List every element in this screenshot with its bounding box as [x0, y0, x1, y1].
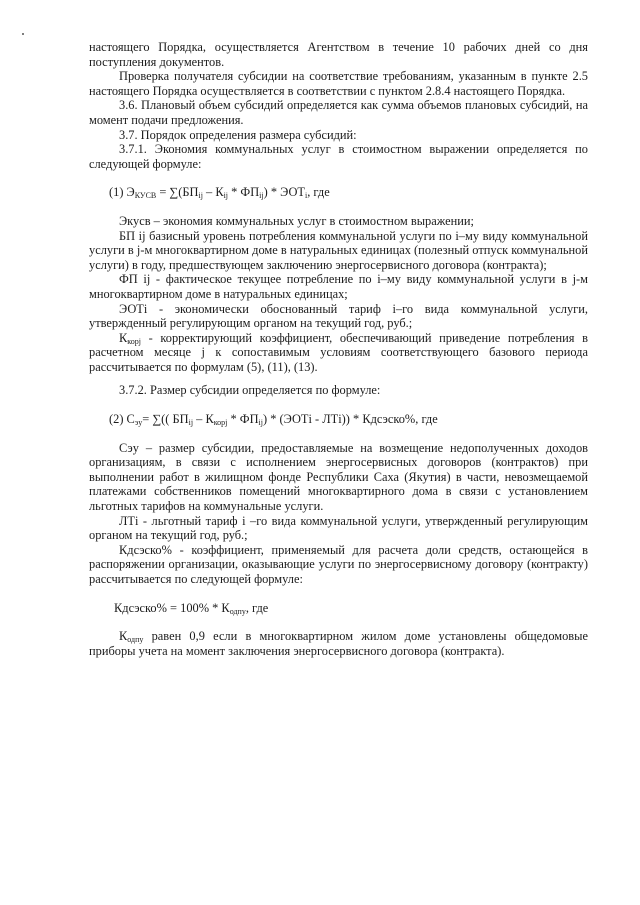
document-body — [89, 40, 588, 658]
paragraph-3-7: 3.7. Порядок определения размера субсидий: — [119, 127, 357, 142]
definition-fp: ФП ij - фактическое текущее потребление по i–му виду коммунальной услуги в j-м многоквартирном доме в натуральных единицах; — [89, 272, 588, 301]
definition-kodpu: $К_{одпу}$ равен 0,9 если в многоквартирном жилом доме установлены общедомовые приборы учета на момент заключения энергосервисного договора (контракта). — [89, 629, 588, 658]
formula-1: (1) $Э_{КУСВ} = \sum(БП_{ij} - К_{ij} * ФП_{ij}) * ЭОТ_i$, где — [109, 185, 330, 201]
paragraph-3-6: 3.6. Плановый объем субсидий определяется как сумма объемов плановых субсидий, на момент подачи предложения. — [89, 98, 588, 127]
formula-2: (2) $С_{эу}=$ ∑(( $БП_{ij} - К_{корj} * ФП_{ij}$) * (ЭОТi - ЛТi)) * Кдсэско%, где — [109, 412, 438, 428]
definition-eot: ЭОТi - экономически обоснованный тариф i–го вида коммунальной услуги, утвержденный регулирующим органом на текущий год, руб.; — [89, 301, 588, 331]
definition-lt: ЛТi - льготный тариф i –го вида коммунальной услуги, утвержденный регулирующим органом на текущий год, руб.; — [89, 513, 588, 543]
scan-speck — [22, 33, 24, 35]
definition-kdsesko: Кдсэско% - коэффициент, применяемый для расчета доли средств, остающейся в распоряжении организации, оказывающие услуги по энергосервисному договору (контракту) рассчитывается по следующей формуле: — [89, 542, 588, 586]
paragraph-continuation: настоящего Порядка, осуществляется Агентством в течение 10 рабочих дней со дня поступления документов. — [89, 40, 588, 69]
definition-kkor: $К_{корj}$ - корректирующий коэффициент, обеспечивающий приведение потребления в расчетном месяце j к сопоставимым условиям соответствующего базового периода рассчитывается по формулам (5), (11), (13). — [89, 330, 588, 374]
paragraph-verification: Проверка получателя субсидии на соответствие требованиям, указанным в пункте 2.5 настоящего Порядка осуществляется в соответствии с пунктом 2.8.4 настоящего Порядка. — [89, 69, 588, 98]
formula-3: Кдсэско% = $100\% * К_{одпу}$, где — [114, 600, 269, 616]
definition-ekusv: Экусв – экономия коммунальных услуг в стоимостном выражении; — [119, 213, 474, 228]
paragraph-3-7-1: 3.7.1. Экономия коммунальных услуг в стоимостном выражении определяется по следующей формуле: — [89, 142, 588, 171]
definition-bp: БП ij базисный уровень потребления коммунальной услуги по i–му виду коммунальной услуги в j-м многоквартирном доме в натуральных единицах (полезный отпуск коммунальной услуги) в году, предшествующем заключению энергосервисного договора (контракта); — [89, 228, 588, 272]
definition-seu: Сэу – размер субсидии, предоставляемые на возмещение недополученных доходов организациям, в связи с исполнением энергосервисных договоров (контрактов) при выполнении работ в жилищном фонде Республики Саха (Якутия) в части, невозмещаемой платежами собственников помещений многоквартирного дома в связи с установлением льготных тарифов на коммунальные услуги. — [89, 440, 588, 514]
paragraph-3-7-2: 3.7.2. Размер субсидии определяется по формуле: — [119, 383, 381, 398]
